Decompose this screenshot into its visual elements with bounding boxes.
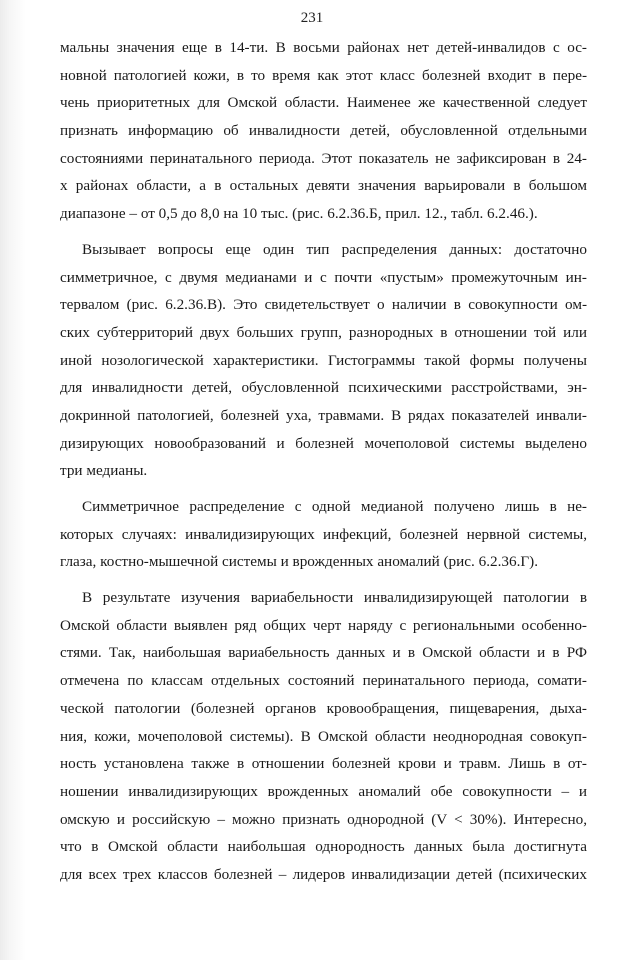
text-line: стями. Так, наибольшая вариабельность данных и в Омской области и в РФ bbox=[60, 644, 587, 662]
paragraph-4 bbox=[60, 584, 587, 889]
text-line: три медианы. bbox=[60, 462, 148, 480]
text-line: симметричное, с двумя медианами и с почти «пустым» промежуточным ин- bbox=[60, 268, 587, 286]
text-line: ния, кожи, мочеполовой системы). В Омской области неоднородная совокуп- bbox=[60, 727, 587, 745]
page-number: 231 bbox=[300, 10, 324, 26]
text-line: состояниями перинатального периода. Этот показатель не зафиксирован в 24- bbox=[60, 149, 587, 167]
text-line: диапазоне – от 0,5 до 8,0 на 10 тыс. (рис. 6.2.36.Б, прил. 12., табл. 6.2.46.). bbox=[60, 205, 538, 223]
text-line: мальны значения еще в 14-ти. В восьми районах нет детей-инвалидов с ос- bbox=[60, 39, 587, 56]
text-line: Вызывает вопросы еще один тип распределения данных: достаточно bbox=[82, 240, 587, 258]
text-line: ских субтерриторий двух больших групп, разнородных в отношении той или bbox=[60, 323, 587, 341]
text-line: Омской области выявлен ряд общих черт наряду с региональными особенно- bbox=[60, 616, 587, 634]
text-line: иной нозологической характеристики. Гистограммы такой формы получены bbox=[60, 351, 587, 369]
text-line: ческой патологии (болезней органов кровообращения, пищеварения, дыха- bbox=[60, 699, 587, 717]
paragraph-3 bbox=[60, 493, 587, 576]
text-line: признать информацию об инвалидности детей, обусловленной отдельными bbox=[60, 122, 587, 140]
text-line: Симметричное распределение с одной медианой получено лишь в не- bbox=[82, 498, 587, 515]
text-line: ность установлена также в отношении болезней крови и травм. Лишь в от- bbox=[60, 755, 587, 773]
text-line: В результате изучения вариабельности инвалидизирующей патологии в bbox=[82, 589, 587, 607]
text-line: омскую и российскую – можно признать однородной (V < 30%). Интересно, bbox=[60, 810, 587, 828]
text-line: для всех трех классов болезней – лидеров инвалидизации детей (психических bbox=[60, 865, 587, 883]
text-line: тервалом (рис. 6.2.36.В). Это свидетельствует о наличии в совокупности ом- bbox=[60, 296, 587, 314]
text-line: чень приоритетных для Омской области. Наименее же качественной следует bbox=[60, 94, 587, 112]
text-line: новной патологией кожи, в то время как этот класс болезней входит в пере- bbox=[60, 66, 587, 84]
paragraph-2 bbox=[60, 236, 587, 485]
text-line: отмечена по классам отдельных состояний перинатального периода, сомати- bbox=[60, 672, 587, 690]
text-line: х районах области, а в остальных девяти значения варьировали в большом bbox=[60, 177, 587, 195]
text-line: дизирующих новообразований и болезней мочеполовой системы выделено bbox=[60, 434, 587, 452]
text-line: докринной патологией, болезней уха, травмами. В рядах показателей инвали- bbox=[60, 406, 587, 424]
paragraph-1 bbox=[60, 34, 587, 228]
text-line: для инвалидности детей, обусловленной психическими расстройствами, эн- bbox=[60, 379, 587, 397]
text-line: ношении инвалидизирующих врожденных аномалий обе совокупности – и bbox=[60, 782, 587, 800]
text-line: что в Омской области наибольшая однородность данных была достигнута bbox=[60, 838, 587, 856]
text-line: глаза, костно-мышечной системы и врожденных аномалий (рис. 6.2.36.Г). bbox=[60, 553, 539, 571]
body-text bbox=[60, 34, 587, 889]
text-line: которых случаях: инвалидизирующих инфекций, болезней нервной системы, bbox=[60, 525, 587, 543]
